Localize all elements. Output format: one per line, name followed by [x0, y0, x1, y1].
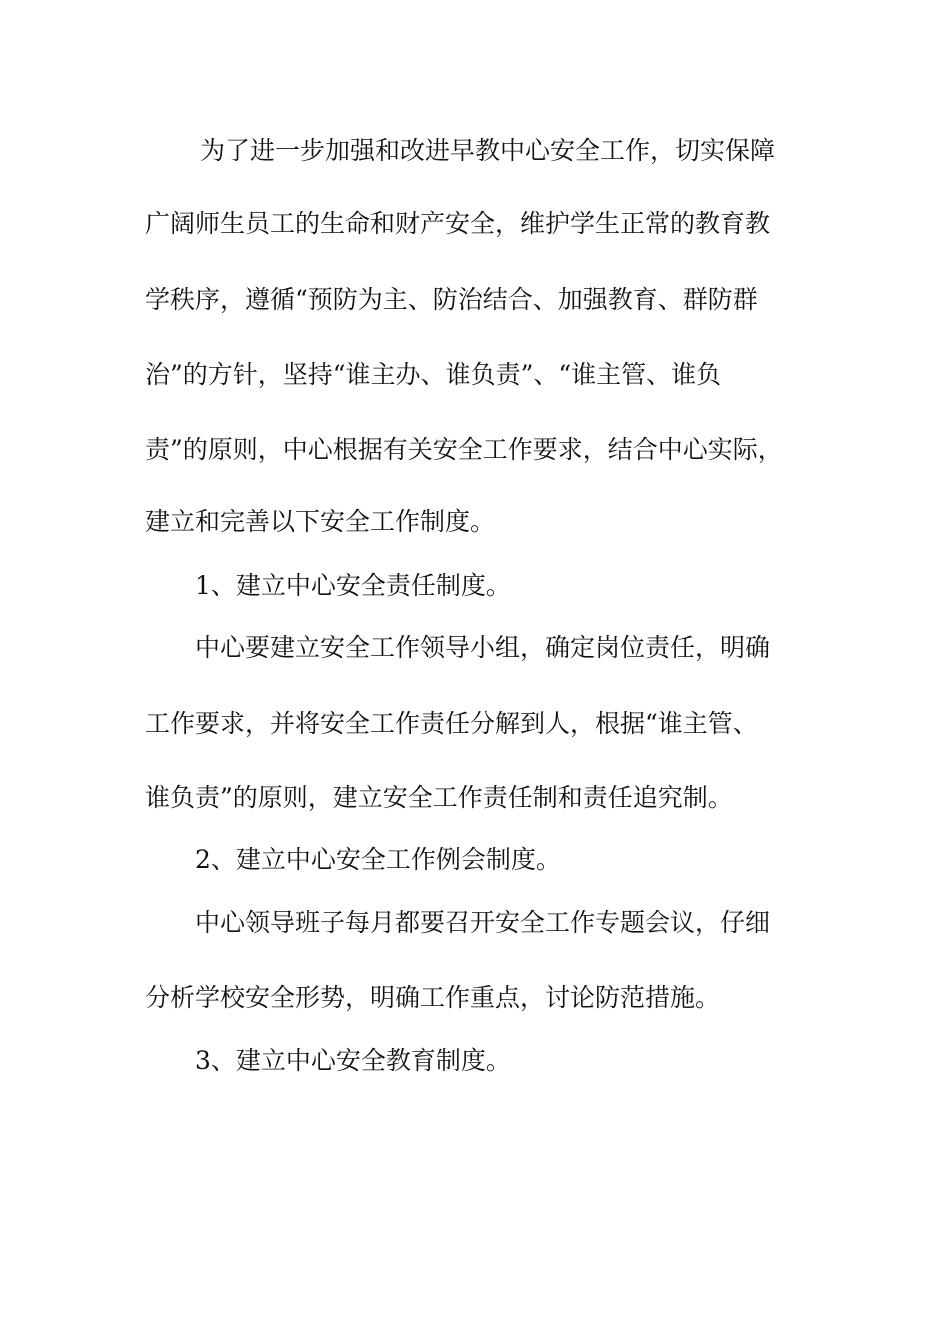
paragraph-2-line-1: 中心要建立安全工作领导小组，确定岗位责任，明确: [195, 633, 771, 662]
paragraph-3-line-2: 分析学校安全形势，明确工作重点，讨论防范措施。: [145, 983, 721, 1012]
paragraph-2-line-3: 谁负责”的原则，建立安全工作责任制和责任追究制。: [145, 783, 733, 812]
paragraph-1-line-3: 学秩序，遵循“预防为主、防治结合、加强教育、群防群: [145, 285, 758, 314]
paragraph-1-line-2: 广阔师生员工的生命和财产安全，维护学生正常的教育教: [145, 209, 771, 238]
paragraph-2-line-2: 工作要求，并将安全工作责任分解到人，根据“谁主管、: [145, 709, 758, 738]
section-heading-2: 2、建立中心安全工作例会制度。: [195, 845, 561, 874]
paragraph-1-line-5: 责”的原则，中心根据有关安全工作要求，结合中心实际，: [145, 435, 783, 464]
paragraph-1-line-6: 建立和完善以下安全工作制度。: [145, 507, 496, 536]
section-heading-1: 1、建立中心安全责任制度。: [195, 571, 511, 600]
paragraph-1-line-4: 治”的方针，坚持“谁主办、谁负责”、“谁主管、谁负: [145, 360, 722, 389]
section-heading-3: 3、建立中心安全教育制度。: [195, 1046, 511, 1075]
paragraph-3-line-1: 中心领导班子每月都要召开安全工作专题会议，仔细: [195, 908, 771, 937]
paragraph-1-line-1: 为了进一步加强和改进早教中心安全工作，切实保障: [200, 136, 776, 165]
